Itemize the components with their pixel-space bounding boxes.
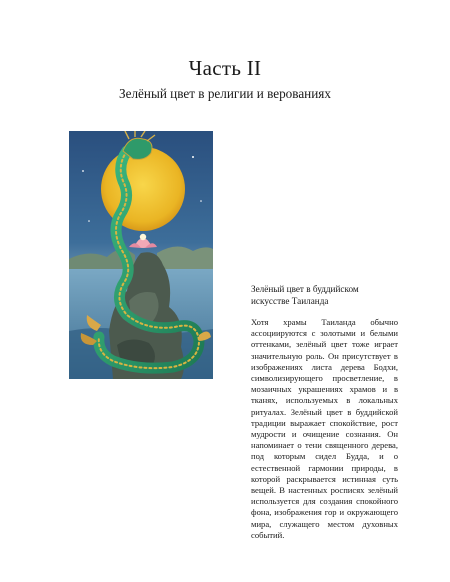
article-heading: Зелёный цвет в буддийском искусстве Таиланда: [251, 284, 359, 306]
page-title: Часть II: [188, 56, 262, 80]
page-subtitle: Зелёный цвет в религии и верованиях: [119, 86, 331, 101]
article: [251, 283, 398, 541]
article-body: Хотя храмы Таиланда обычно ассоциируются с золотыми и белыми оттенками, зелёный цвет тоже играет значительную роль. Он присутствует в изображениях листа дерева Бодхи, символизирующего просветление, в мозаичных украшениях храмов и в тканях, используемых в локальных ритуалах. Зелёный цвет в буддийской традиции выражает спокойствие, рост мудрости и очищение сознания. Он напоминает о тени священного дерева, под которым сидел Будда, и о естественной гармонии природы, в которой раскрывается истинная суть вещей. В настенных росписях зелёный используется для создания спокойного фона, изображения гор и окружающего мира, служащего местом духовных событий.: [251, 317, 398, 540]
naga-painting-image: [69, 131, 213, 379]
